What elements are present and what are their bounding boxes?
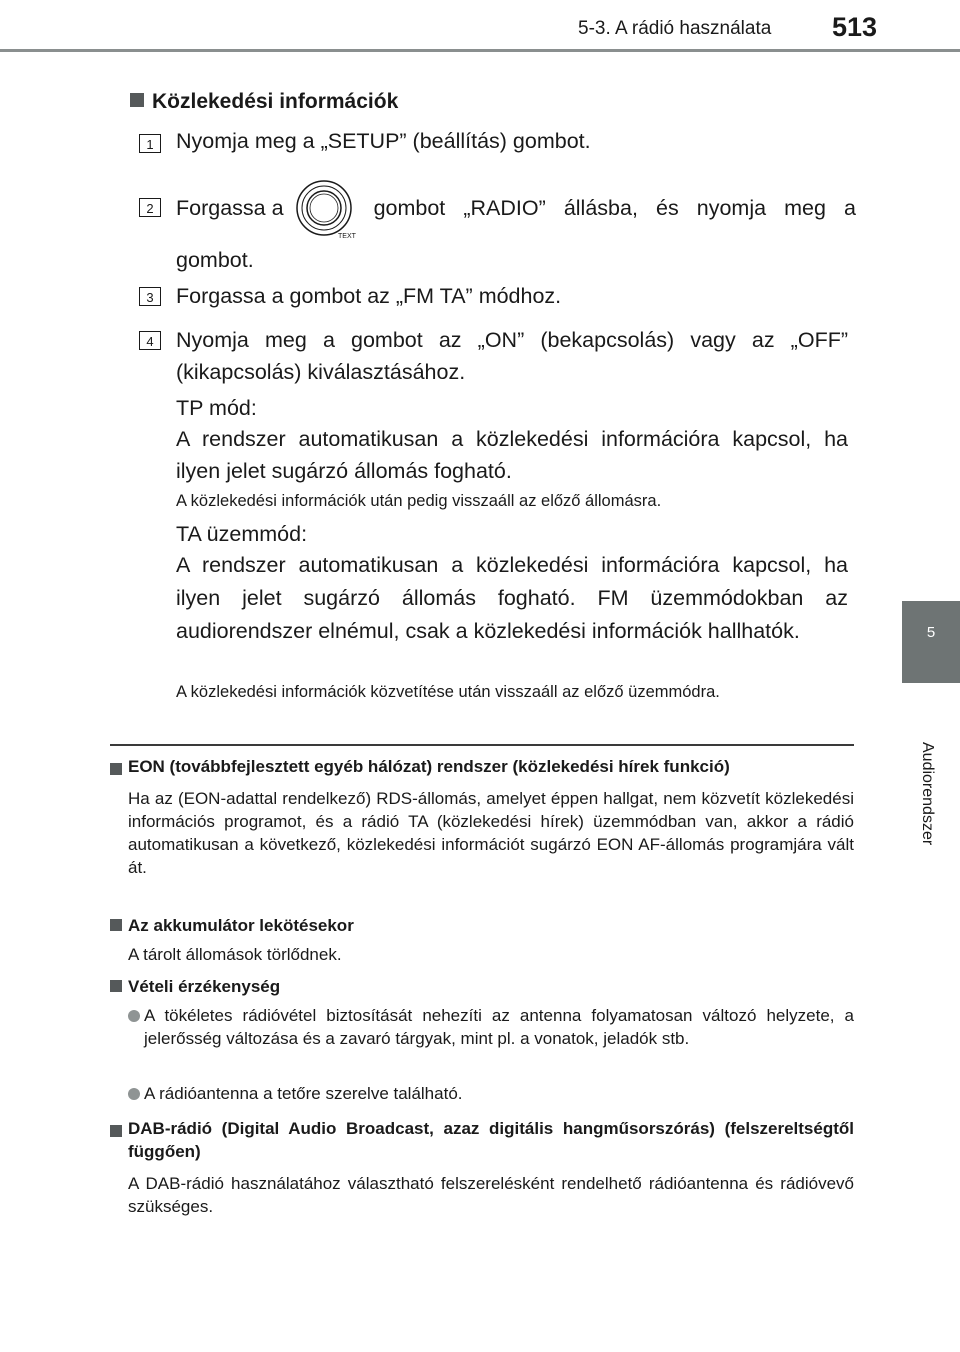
step-number: 2 bbox=[139, 198, 161, 217]
header-rule bbox=[0, 49, 960, 52]
square-bullet-icon bbox=[110, 1125, 122, 1137]
chapter-label: Audiorendszer bbox=[919, 742, 936, 846]
step-text-after: gombot „RADIO” állásba, és nyomja meg a bbox=[373, 196, 856, 220]
battery-body: A tárolt állomások törlődnek. bbox=[128, 945, 342, 964]
eon-body: Ha az (EON-adattal rendelkező) RDS-állomás, amelyet éppen hallgat, nem közvetít közlekedési információs programot, és a rádió TA (közlekedési hírek) üzemmódban van, akkor a rádió automatikusan a következő, közlekedési információt sugárzó EON AF-állomás programjára vált át. bbox=[128, 789, 854, 877]
eon-section bbox=[110, 755, 854, 879]
section-title: 5-3. A rádió használata bbox=[578, 18, 772, 39]
step-text-before: Forgassa a bbox=[176, 196, 284, 220]
tp-title: TP mód: bbox=[176, 396, 257, 420]
tp-note: A közlekedési információk után pedig visszaáll az előző állomásra. bbox=[176, 492, 662, 510]
circle-bullet-icon bbox=[128, 1088, 140, 1100]
circle-bullet-icon bbox=[128, 1010, 140, 1022]
reception-bullet-text: A tökéletes rádióvétel biztosítását nehezíti az antenna folyamatosan változó helyzete, a jelerősség változása és a zavaró tárgyak, mint pl. a vonatok, jeladók stb. bbox=[144, 1006, 854, 1048]
step-text-cont: gombot. bbox=[176, 248, 254, 272]
section-divider bbox=[110, 744, 854, 746]
traffic-title: Közlekedési információk bbox=[152, 90, 399, 113]
square-bullet-icon bbox=[110, 919, 122, 931]
dab-title: DAB-rádió (Digital Audio Broadcast, azaz digitális hangműsorszórás) (felszereltségtől függően) bbox=[128, 1119, 854, 1161]
reception-bullet-text: A rádióantenna a tetőre szerelve található. bbox=[144, 1084, 463, 1103]
step-number: 3 bbox=[139, 287, 161, 306]
dab-section bbox=[110, 1117, 854, 1218]
step-text bbox=[176, 176, 856, 276]
square-bullet-icon bbox=[110, 763, 122, 775]
chapter-tab: 5 bbox=[902, 601, 960, 683]
battery-section bbox=[110, 914, 854, 966]
list-item bbox=[128, 1082, 854, 1105]
tune-knob-icon bbox=[294, 178, 364, 238]
step-number: 4 bbox=[139, 331, 161, 350]
eon-title: EON (továbbfejlesztett egyéb hálózat) rendszer (közlekedési hírek funkció) bbox=[128, 757, 730, 776]
step-text: Forgassa a gombot az „FM TA” módhoz. bbox=[176, 284, 562, 308]
list-item bbox=[128, 1004, 854, 1050]
tp-text: A rendszer automatikusan a közlekedési információra kapcsol, ha ilyen jelet sugárzó állomás fogható. bbox=[176, 427, 848, 483]
page-number: 513 bbox=[832, 12, 878, 42]
battery-title: Az akkumulátor lekötésekor bbox=[128, 916, 354, 935]
knob-label: TEXT bbox=[337, 233, 356, 240]
reception-section bbox=[110, 975, 854, 998]
ta-text: A rendszer automatikusan a közlekedési információra kapcsol, ha ilyen jelet sugárzó állomás fogható. FM üzemmódokban az audiorendszer elnémul, csak a közlekedési információk hallhatók. bbox=[176, 553, 848, 643]
square-bullet-icon bbox=[110, 980, 122, 992]
ta-title: TA üzemmód: bbox=[176, 522, 308, 546]
square-bullet-icon bbox=[130, 93, 144, 107]
reception-title: Vételi érzékenység bbox=[128, 977, 281, 996]
step-text: Nyomja meg a „SETUP” (beállítás) gombot. bbox=[176, 129, 591, 153]
traffic-heading bbox=[130, 90, 398, 114]
step-number: 1 bbox=[139, 134, 161, 153]
dab-body: A DAB-rádió használatához választható felszerelésként rendelhető rádióantenna és rádióvevő szükséges. bbox=[128, 1174, 854, 1216]
step-text: Nyomja meg a gombot az „ON” (bekapcsolás) vagy az „OFF” (kikapcsolás) kiválasztásához. bbox=[176, 328, 848, 384]
ta-note: A közlekedési információk közvetítése után visszaáll az előző üzemmódra. bbox=[176, 683, 720, 701]
